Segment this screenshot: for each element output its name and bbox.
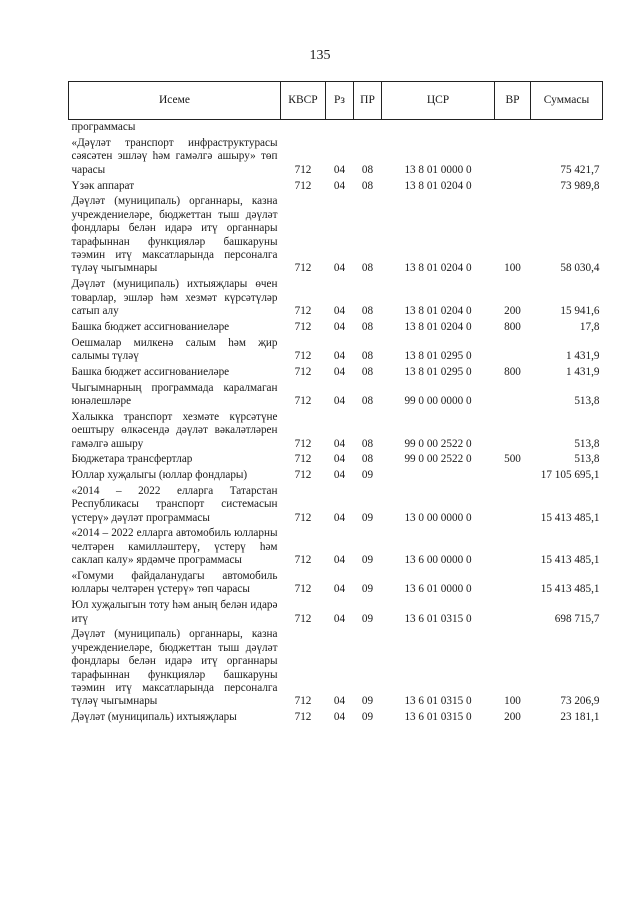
cell-pr: 08 [361,365,374,378]
cell-kvsr: 712 [294,469,312,482]
table-row [69,627,603,710]
cell-csr: 13 6 01 0000 0 [404,583,472,596]
cell-kvsr: 712 [294,437,312,450]
cell-sum: 15 413 485,1 [540,511,600,524]
cell-vr [495,410,531,453]
cell-kvsr: 712 [294,394,312,407]
cell-pr: 09 [361,469,374,482]
cell-vr [495,569,531,598]
cell-kvsr: 712 [294,511,312,524]
cell-name: программасы [71,121,136,134]
cell-kvsr: 712 [294,320,312,333]
cell-sum: 17 105 695,1 [540,469,600,482]
table-row [69,452,603,468]
cell-csr: 13 8 01 0000 0 [404,163,472,176]
cell-sum: 23 181,1 [560,711,600,724]
cell-name: Халыкка транспорт хезмәте күрсәтүне оештыру өлкәсендә дәүләт вәкаләтләрен гамәлгә ашыру [71,410,278,450]
cell-pr: 08 [361,163,374,176]
cell-pr: 09 [361,511,374,524]
header-pr: ПР [354,82,382,120]
budget-table [68,81,603,726]
cell-rz: 04 [333,320,346,333]
cell-pr: 09 [361,695,374,708]
cell-kvsr: 712 [294,349,312,362]
cell-sum: 1 431,9 [565,365,600,378]
page-number: 135 [309,48,331,63]
cell-rz: 04 [333,583,346,596]
cell-vr [495,120,531,136]
cell-rz: 04 [333,349,346,362]
cell-csr: 13 8 01 0204 0 [404,320,472,333]
cell-pr: 09 [361,612,374,625]
table-row [69,194,603,277]
cell-kvsr: 712 [294,163,312,176]
cell-csr: 13 6 01 0315 0 [404,695,472,708]
cell-name: Дәүләт (муниципаль) ихтыяҗлары өчен товарлар, эшләр һәм хезмәт күрсәтүләр сатып алу [71,278,278,317]
cell-csr: 13 0 00 0000 0 [404,511,472,524]
cell-csr: 13 6 01 0315 0 [404,711,472,724]
cell-sum: 73 206,9 [560,695,600,708]
header-kvsr: КВСР [281,82,326,120]
cell-name: Дәүләт (муниципаль) органнары, казна учреждениеләре, бюджеттан тыш дәүләт фондлары белән идарә итү органнары тарафыннан функцияләр башкаруны тәэмин итү максатларында персоналга түләү чыгымнары [71,628,278,708]
cell-kvsr: 712 [294,554,312,567]
table-row [69,335,603,364]
cell-vr: 100 [504,695,521,708]
cell-kvsr: 712 [294,711,312,724]
cell-kvsr: 712 [294,612,312,625]
cell-name: Дәүләт (муниципаль) ихтыяҗлары [71,711,237,724]
cell-vr: 200 [504,711,521,724]
cell-sum: 15 941,6 [560,304,600,317]
cell-sum: 513,8 [574,437,600,450]
cell-csr: 13 8 01 0204 0 [404,262,472,275]
cell-pr [354,120,382,136]
table-row [69,598,603,627]
cell-rz: 04 [333,437,346,450]
cell-vr: 800 [504,365,521,378]
cell-vr [495,598,531,627]
table-row [69,484,603,527]
table-row [69,468,603,484]
cell-vr [495,484,531,527]
header-sum: Суммасы [531,82,603,120]
cell-name: «Дәүләт транспорт инфраструктурасы сәясәтен эшләү һәм гамәлгә ашыру» төп чарасы [71,136,278,176]
cell-sum [531,120,603,136]
table-row [69,380,603,409]
cell-rz: 04 [333,365,346,378]
cell-csr: 13 6 01 0315 0 [404,612,472,625]
cell-vr: 500 [504,453,521,466]
cell-name: Бюджетара трансфертлар [71,453,193,466]
cell-pr: 09 [361,554,374,567]
cell-sum: 15 413 485,1 [540,583,600,596]
cell-kvsr: 712 [294,695,312,708]
cell-csr [382,120,495,136]
cell-csr: 99 0 00 0000 0 [404,394,472,407]
cell-vr [495,136,531,179]
cell-vr [495,526,531,569]
cell-name: Башка бюджет ассигнованиеләре [71,320,230,333]
cell-kvsr [281,120,326,136]
cell-rz: 04 [333,453,346,466]
cell-name: Оешмалар милкенә салым һәм җир салымы түләү [71,336,278,362]
table-row [69,320,603,336]
cell-pr: 08 [361,437,374,450]
table-row [69,365,603,381]
header-vr: ВР [495,82,531,120]
cell-pr: 08 [361,320,374,333]
cell-name: «Гомуми файдаланудагы автомобиль юллары челтәрен үстерү» төп чарасы [71,570,278,596]
cell-rz: 04 [333,554,346,567]
cell-sum: 513,8 [574,453,600,466]
cell-name: Дәүләт (муниципаль) органнары, казна учреждениеләре, бюджеттан тыш дәүләт фондлары белән идарә итү органнары тарафыннан функцияләр башкаруны тәэмин итү максатларында персоналга түләү чыгымнары [71,195,278,275]
table-row [69,569,603,598]
cell-csr: 13 6 00 0000 0 [404,554,472,567]
table-row [69,710,603,726]
cell-rz: 04 [333,469,346,482]
cell-csr: 99 0 00 2522 0 [404,453,472,466]
cell-pr: 09 [361,711,374,724]
cell-name: Юл хуҗалыгын тоту һәм аның белән идарә итү [71,599,278,625]
cell-kvsr: 712 [294,453,312,466]
table-row [69,136,603,179]
cell-rz: 04 [333,711,346,724]
cell-rz: 04 [333,262,346,275]
cell-rz: 04 [333,612,346,625]
cell-name: Юллар хуҗалыгы (юллар фондлары) [71,469,248,482]
cell-pr: 08 [361,179,374,192]
cell-csr [382,468,495,484]
cell-sum: 513,8 [574,394,600,407]
cell-csr: 13 8 01 0295 0 [404,349,472,362]
cell-vr: 100 [504,262,521,275]
cell-sum: 73 989,8 [560,179,600,192]
cell-pr: 08 [361,349,374,362]
cell-pr: 08 [361,394,374,407]
cell-vr [495,468,531,484]
cell-pr: 08 [361,262,374,275]
cell-rz: 04 [333,511,346,524]
cell-rz: 04 [333,695,346,708]
cell-sum: 75 421,7 [560,163,600,176]
cell-vr: 200 [504,304,521,317]
cell-vr [495,380,531,409]
cell-kvsr: 712 [294,304,312,317]
header-csr: ЦСР [382,82,495,120]
header-name: Исеме [69,82,281,120]
cell-csr: 13 8 01 0295 0 [404,365,472,378]
cell-vr [495,335,531,364]
cell-name: Үзәк аппарат [71,179,135,192]
cell-rz: 04 [333,394,346,407]
cell-kvsr: 712 [294,365,312,378]
header-rz: Рз [326,82,354,120]
cell-pr: 09 [361,583,374,596]
cell-name: «2014 – 2022 елларга Татарстан Республикасы транспорт системасын үстерү» дәүләт программасы [71,484,278,524]
table-row [69,277,603,320]
cell-rz: 04 [333,304,346,317]
cell-sum: 1 431,9 [565,349,600,362]
cell-csr: 13 8 01 0204 0 [404,179,472,192]
table-row [69,178,603,194]
table-row [69,410,603,453]
cell-pr: 08 [361,453,374,466]
cell-pr: 08 [361,304,374,317]
cell-csr: 99 0 00 2522 0 [404,437,472,450]
cell-rz: 04 [333,179,346,192]
cell-sum: 15 413 485,1 [540,554,600,567]
cell-sum: 17,8 [579,320,600,333]
cell-kvsr: 712 [294,179,312,192]
cell-sum: 58 030,4 [560,262,600,275]
cell-vr: 800 [504,320,521,333]
cell-name: Башка бюджет ассигнованиеләре [71,365,230,378]
table-row [69,120,603,136]
table-header-row [69,82,603,120]
cell-sum: 698 715,7 [554,612,600,625]
cell-csr: 13 8 01 0204 0 [404,304,472,317]
cell-kvsr: 712 [294,262,312,275]
table-row [69,526,603,569]
cell-kvsr: 712 [294,583,312,596]
cell-vr [495,178,531,194]
cell-name: Чыгымнарның программада каралмаган юнәлешләре [71,381,278,407]
cell-name: «2014 – 2022 елларга автомобиль юлларны челтәрен камилләштерү, үстерү һәм саклап калу» ярдәмче программасы [71,527,278,567]
cell-rz: 04 [333,163,346,176]
cell-rz [326,120,354,136]
